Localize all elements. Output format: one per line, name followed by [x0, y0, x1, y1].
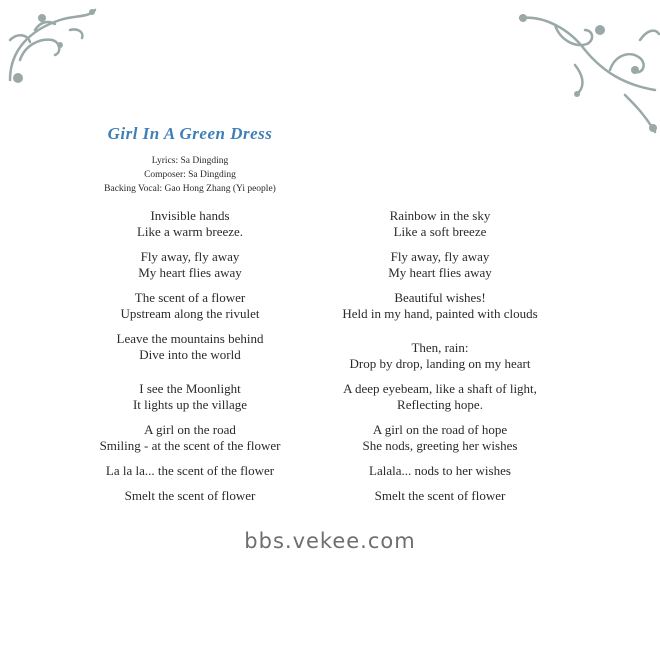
lyric-line: Smelt the scent of flower — [374, 488, 506, 503]
lyrics-left-column — [65, 208, 315, 513]
lyric-stanza — [315, 290, 565, 322]
lyric-line: A deep eyebeam, like a shaft of light, — [343, 381, 537, 396]
corner-ornament-left — [0, 0, 110, 95]
lyric-stanza — [315, 249, 565, 281]
lyric-stanza — [315, 463, 565, 479]
lyric-stanza — [65, 488, 315, 504]
lyric-stanza — [65, 463, 315, 479]
lyric-line: Then, rain: — [411, 340, 469, 355]
lyric-stanza — [65, 422, 315, 454]
lyric-line: Fly away, fly away — [140, 249, 240, 264]
lyric-line: Leave the mountains behind — [116, 331, 264, 346]
lyric-line: La la la... the scent of the flower — [105, 463, 275, 478]
lyric-line: Held in my hand, painted with clouds — [342, 306, 538, 321]
lyric-stanza — [65, 249, 315, 281]
lyric-line: I see the Moonlight — [139, 381, 241, 396]
lyric-stanza — [65, 208, 315, 240]
lyric-stanza — [315, 340, 565, 372]
lyric-line: Fly away, fly away — [390, 249, 490, 264]
lyrics-right-column — [315, 208, 565, 513]
lyric-line: Drop by drop, landing on my heart — [349, 356, 531, 371]
lyric-stanza — [315, 208, 565, 240]
lyric-stanza — [315, 381, 565, 413]
lyric-line: She nods, greeting her wishes — [362, 438, 518, 453]
lyric-stanza — [65, 331, 315, 363]
lyric-line: Like a soft breeze — [393, 224, 487, 239]
lyric-line: Smelt the scent of flower — [124, 488, 256, 503]
credit-lyrics: Lyrics: Sa Dingding — [151, 156, 229, 166]
credit-backing-vocal: Backing Vocal: Gao Hong Zhang (Yi people) — [104, 184, 276, 194]
lyric-line: The scent of a flower — [134, 290, 246, 305]
lyric-line: A girl on the road — [144, 422, 236, 437]
lyric-line: My heart flies away — [138, 265, 242, 280]
watermark: bbs.vekee.com — [244, 529, 416, 553]
lyric-line: Rainbow in the sky — [389, 208, 491, 223]
lyric-line: Invisible hands — [150, 208, 230, 223]
lyric-stanza — [65, 290, 315, 322]
song-title: Girl In A Green Dress — [107, 124, 273, 143]
corner-ornament-right — [515, 0, 660, 140]
lyric-line: Smiling - at the scent of the flower — [99, 438, 281, 453]
lyric-line: Reflecting hope. — [397, 397, 483, 412]
lyric-stanza — [315, 422, 565, 454]
lyric-line: Like a warm breeze. — [136, 224, 244, 239]
credits — [60, 154, 320, 196]
lyric-line: Dive into the world — [139, 347, 241, 362]
lyric-line: Upstream along the rivulet — [120, 306, 260, 321]
lyric-line: Beautiful wishes! — [394, 290, 486, 305]
lyric-stanza — [315, 488, 565, 504]
credit-composer: Composer: Sa Dingding — [144, 170, 236, 180]
lyric-line: A girl on the road of hope — [372, 422, 508, 437]
lyric-stanza — [65, 381, 315, 413]
lyric-line: Lalala... nods to her wishes — [369, 463, 511, 478]
lyric-line: It lights up the village — [132, 397, 248, 412]
lyric-line: My heart flies away — [388, 265, 492, 280]
